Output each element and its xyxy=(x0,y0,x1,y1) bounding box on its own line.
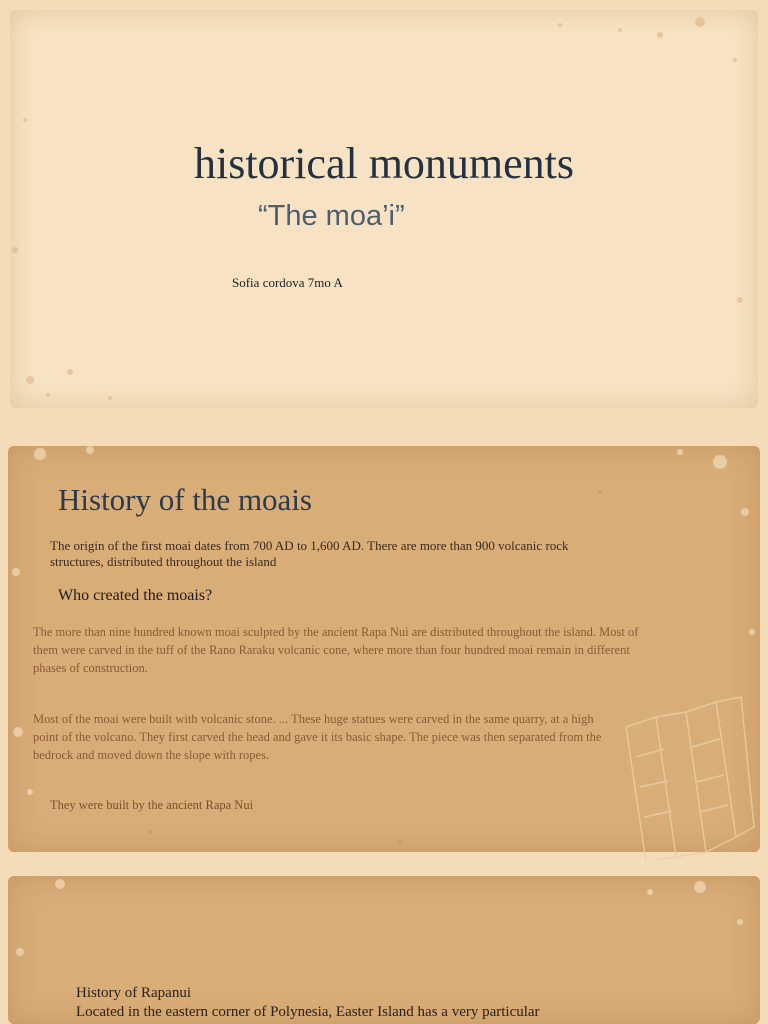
question-heading: Who created the moais? xyxy=(58,587,213,604)
paragraph-who-created: The more than nine hundred known moai sculpted by the ancient Rapa Nui are distributed throughout the island. Most of them were carved in the tuff of the Rano Raraku volcanic cone, where more than four hundred moai remain in different phases of construction. xyxy=(33,625,639,675)
intro-paragraph: The origin of the first moai dates from 700 AD to 1,600 AD. There are more than 900 volcanic rock structures, distributed throughout the island xyxy=(50,538,569,569)
slide-rapanui xyxy=(0,862,768,1024)
slide-title xyxy=(0,0,768,430)
paragraph-how-built: Most of the moai were built with volcanic stone. ... These huge statues were carved in the same quarry, at a high point of the volcano. They first carved the head and gave it its basic shape. The piece was then separated from the bedrock and moved down the slope with ropes. xyxy=(33,712,602,762)
page-title: historical monuments xyxy=(193,139,575,188)
rapanui-heading: History of Rapanui xyxy=(76,985,191,1001)
answer-text: They were built by the ancient Rapa Nui xyxy=(50,798,254,812)
slide-history xyxy=(0,432,768,860)
author-line: Sofia cordova 7mo A xyxy=(232,275,343,290)
rapanui-paragraph: Located in the eastern corner of Polynesia, Easter Island has a very particular xyxy=(76,1004,540,1020)
page-subtitle: “The moa’i” xyxy=(258,200,405,232)
rapanui-text xyxy=(76,984,696,1022)
books-illustration xyxy=(616,687,756,860)
section-title: History of the moais xyxy=(58,482,312,517)
